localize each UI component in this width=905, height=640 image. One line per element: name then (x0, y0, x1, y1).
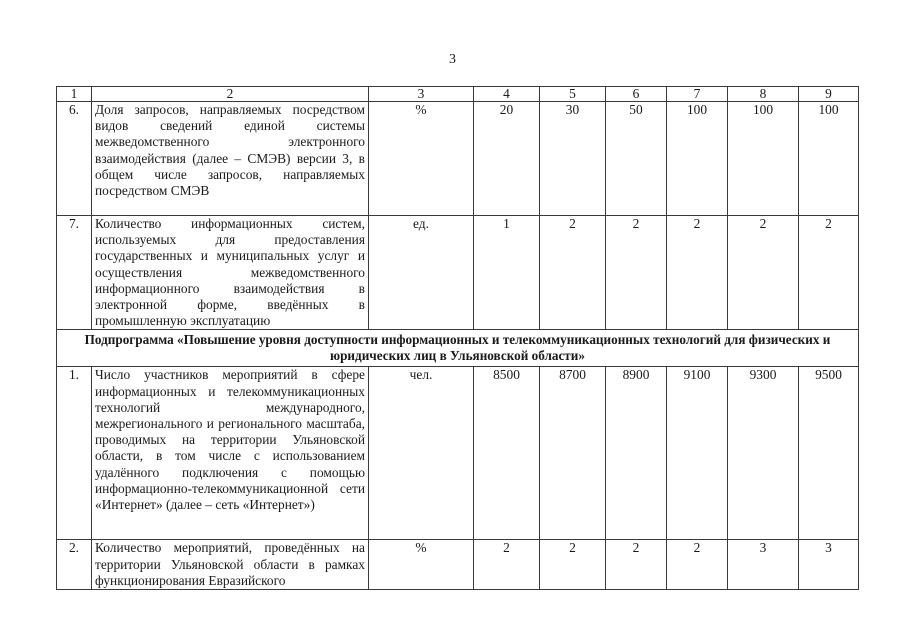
column-number-header-row (57, 87, 859, 102)
value-cell: 2 (667, 216, 728, 330)
row-number: 7. (57, 216, 92, 330)
value-cell: 2 (540, 216, 606, 330)
column-header: 3 (369, 87, 474, 102)
page-number: 3 (449, 52, 456, 67)
unit-cell: ед. (369, 216, 474, 330)
value-cell: 8500 (474, 367, 540, 540)
indicator-description: Доля запросов, направляемых посредством видов сведений единой системы межведомственного электронного взаимодействия (далее – СМЭВ) версии 3, в общем числе запросов, направляемых посредством СМЭВ (92, 102, 369, 216)
value-cell: 8900 (606, 367, 667, 540)
indicators-table (56, 86, 859, 590)
value-cell: 50 (606, 102, 667, 216)
value-cell: 30 (540, 102, 606, 216)
row-number: 1. (57, 367, 92, 540)
value-cell: 2 (606, 216, 667, 330)
value-cell: 2 (667, 540, 728, 590)
value-cell: 2 (474, 540, 540, 590)
value-cell: 3 (799, 540, 859, 590)
column-header: 8 (728, 87, 799, 102)
value-cell: 100 (667, 102, 728, 216)
table-row (57, 216, 859, 330)
subprogram-title: Подпрограмма «Повышение уровня доступности информационных и телекоммуникационных технологий для физических и юридических лиц в Ульяновской области» (57, 330, 859, 367)
column-header: 4 (474, 87, 540, 102)
column-header: 6 (606, 87, 667, 102)
indicator-description: Количество мероприятий, проведённых на территории Ульяновской области в рамках функционирования Евразийского (92, 540, 369, 590)
table-row (57, 102, 859, 216)
indicator-description: Число участников мероприятий в сфере информационных и телекоммуникационных технологий международного, межрегионального и регионального масштаба, проводимых на территории Ульяновской области, в том числе с использованием удалённого подключения с помощью информационно-телекоммуникационной сети «Интернет» (далее – сеть «Интернет») (92, 367, 369, 540)
column-header: 5 (540, 87, 606, 102)
value-cell: 2 (540, 540, 606, 590)
unit-cell: % (369, 540, 474, 590)
value-cell: 100 (728, 102, 799, 216)
column-header: 2 (92, 87, 369, 102)
value-cell: 2 (728, 216, 799, 330)
subprogram-header-row (57, 330, 859, 367)
table-row (57, 367, 859, 540)
value-cell: 9500 (799, 367, 859, 540)
value-cell: 9100 (667, 367, 728, 540)
value-cell: 100 (799, 102, 859, 216)
value-cell: 20 (474, 102, 540, 216)
table-row (57, 540, 859, 590)
column-header: 9 (799, 87, 859, 102)
value-cell: 8700 (540, 367, 606, 540)
value-cell: 3 (728, 540, 799, 590)
value-cell: 2 (799, 216, 859, 330)
column-header: 7 (667, 87, 728, 102)
unit-cell: чел. (369, 367, 474, 540)
value-cell: 1 (474, 216, 540, 330)
row-number: 6. (57, 102, 92, 216)
indicator-description: Количество информационных систем, используемых для предоставления государственных и муниципальных услуг и осуществления межведомственного информационного взаимодействия в электронной форме, введённых в промышленную эксплуатацию (92, 216, 369, 330)
value-cell: 2 (606, 540, 667, 590)
unit-cell: % (369, 102, 474, 216)
value-cell: 9300 (728, 367, 799, 540)
column-header: 1 (57, 87, 92, 102)
row-number: 2. (57, 540, 92, 590)
